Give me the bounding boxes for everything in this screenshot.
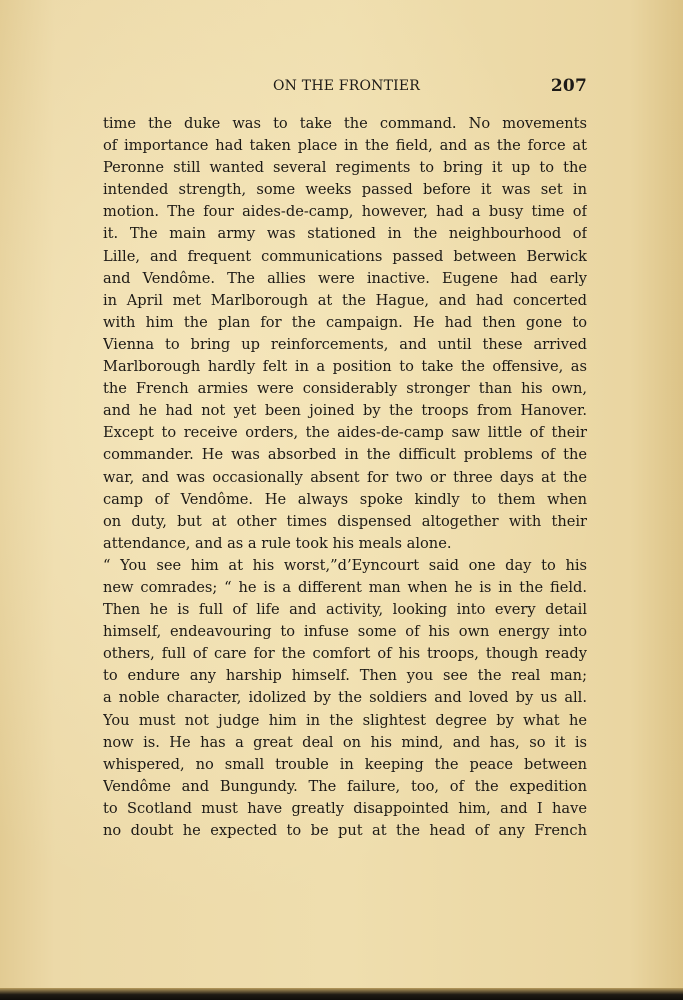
paragraph-end-line: attendance, and as a rule took his meals alone.: [103, 534, 452, 552]
text-line: Vienna to bring up reinforcements, and until these arrived: [103, 335, 587, 353]
paragraph-start-line: “ You see him at his worst,”d’Eyncourt said one day to his: [103, 556, 587, 574]
text-line: motion. The four aides-de-camp, however, had a busy time of: [103, 203, 587, 221]
text-line: camp of Vendôme. He always spoke kindly to them when: [103, 490, 587, 508]
text-line: war, and was occasionally absent for two or three days at the: [103, 468, 587, 486]
text-line: You must not judge him in the slightest degree by what he: [103, 711, 587, 729]
text-line: the French armies were considerably stronger than his own,: [103, 380, 587, 398]
text-line: Then he is full of life and activity, looking into every detail: [103, 601, 587, 619]
text-line: to Scotland must have greatly disappointed him, and I have: [103, 799, 587, 817]
text-line: now is. He has a great deal on his mind, and has, so it is: [103, 733, 587, 751]
text-line: of importance had taken place in the field, and as the force at: [103, 137, 587, 155]
text-line: whispered, no small trouble in keeping the peace between: [103, 755, 587, 773]
text-line: commander. He was absorbed in the difficult problems of the: [103, 446, 587, 464]
page-bottom-edge: [0, 988, 683, 1000]
text-line: with him the plan for the campaign. He had then gone to: [103, 313, 587, 331]
text-line: it. The main army was stationed in the neighbourhood of: [103, 225, 587, 243]
text-line: to endure any harship himself. Then you see the real man;: [103, 667, 587, 685]
text-line: Except to receive orders, the aides-de-camp saw little of their: [103, 424, 587, 442]
text-line: Vendôme and Bungundy. The failure, too, of the expedition: [103, 777, 587, 795]
text-line: a noble character, idolized by the soldiers and loved by us all.: [103, 689, 587, 707]
text-line: Marlborough hardly felt in a position to take the offensive, as: [103, 358, 587, 376]
text-line: and Vendôme. The allies were inactive. Eugene had early: [103, 269, 587, 287]
text-line: Lille, and frequent communications passed between Berwick: [103, 247, 587, 265]
text-line: Peronne still wanted several regiments to bring it up to the: [103, 159, 587, 177]
text-line: and he had not yet been joined by the troops from Hanover.: [103, 402, 587, 420]
text-line: time the duke was to take the command. No movements: [103, 115, 587, 132]
text-line: intended strength, some weeks passed before it was set in: [103, 181, 587, 199]
text-line: no doubt he expected to be put at the head of any French: [103, 822, 587, 839]
text-line: others, full of care for the comfort of his troops, though ready: [103, 645, 587, 663]
text-line: new comrades; “ he is a different man when he is in the field.: [103, 578, 587, 596]
text-line: on duty, but at other times dispensed altogether with their: [103, 512, 587, 530]
running-head: [103, 76, 587, 98]
page-number: 207: [550, 76, 587, 96]
text-line: in April met Marlborough at the Hague, and had concerted: [103, 291, 587, 309]
text-line: himself, endeavouring to infuse some of his own energy into: [103, 623, 587, 641]
running-title: ON THE FRONTIER: [273, 78, 421, 94]
body-text: [103, 113, 587, 842]
